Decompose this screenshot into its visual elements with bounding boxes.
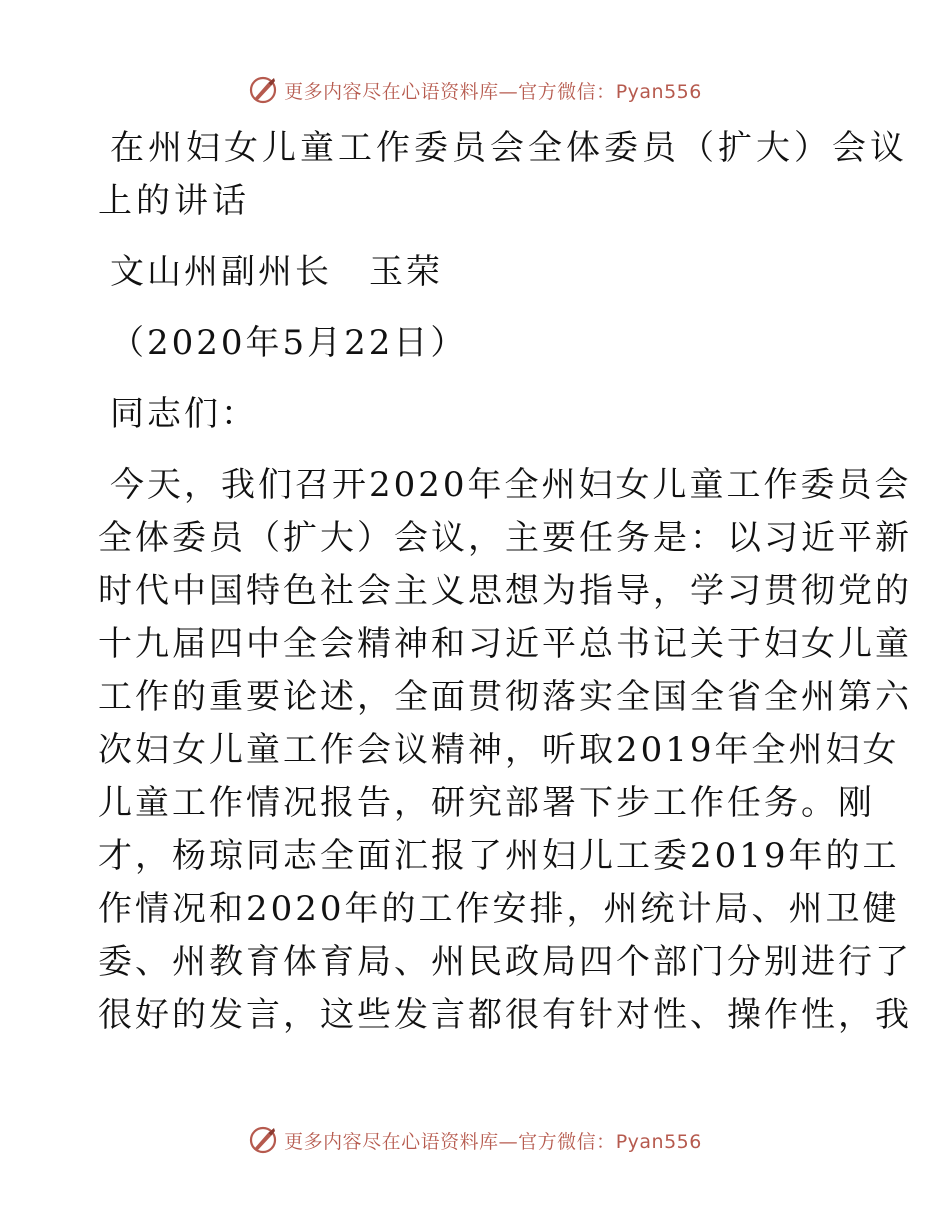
paragraph-line: 全体委员（扩大）会议，主要任务是：以习近平新 [98, 518, 912, 558]
document-title-line-2: 上的讲话 [98, 181, 250, 221]
paragraph-line: 才，杨琼同志全面汇报了州妇儿工委2019年的工 [98, 836, 900, 876]
banner-dash: — [498, 1130, 519, 1153]
banner-text [284, 1127, 702, 1154]
paragraph-line: 很好的发言，这些发言都很有针对性、操作性，我 [98, 995, 912, 1035]
quill-logo-icon [248, 1125, 278, 1155]
paragraph-line: 作情况和2020年的工作安排，州统计局、州卫健 [98, 889, 900, 929]
paragraph-line: 委、州教育体育局、州民政局四个部门分别进行了 [98, 942, 912, 982]
banner-label: 官方微信： [518, 1130, 616, 1153]
banner-label: 官方微信： [518, 80, 616, 103]
paragraph-line: 次妇女儿童工作会议精神，听取2019年全州妇女 [98, 730, 900, 770]
document-salutation: 同志们： [110, 394, 258, 434]
document-author: 文山州副州长 玉荣 [110, 252, 443, 292]
quill-logo-icon [248, 75, 278, 105]
header-banner [0, 70, 950, 110]
banner-dash: — [498, 80, 519, 103]
paragraph-line: 工作的重要论述，全面贯彻落实全国全省全州第六 [98, 677, 912, 717]
banner-text [284, 77, 702, 104]
paragraph-line: 时代中国特色社会主义思想为指导，学习贯彻党的 [98, 571, 912, 611]
footer-banner [0, 1120, 950, 1160]
document-body [98, 122, 912, 1042]
document-paragraph [98, 459, 912, 1042]
banner-site-name: 更多内容尽在心语资料库 [284, 1130, 499, 1153]
paragraph-line: 儿童工作情况报告，研究部署下步工作任务。刚 [98, 783, 875, 823]
banner-wechat-id: Pyan556 [615, 1130, 702, 1153]
paragraph-line: 十九届四中全会精神和习近平总书记关于妇女儿童 [98, 624, 912, 664]
banner-wechat-id: Pyan556 [615, 80, 702, 103]
banner-site-name: 更多内容尽在心语资料库 [284, 80, 499, 103]
document-date: （2020年5月22日） [110, 323, 468, 363]
document-title-line-1: 在州妇女儿童工作委员会全体委员（扩大）会议 [110, 128, 908, 168]
paragraph-line: 今天，我们召开2020年全州妇女儿童工作委员会 [110, 465, 912, 505]
